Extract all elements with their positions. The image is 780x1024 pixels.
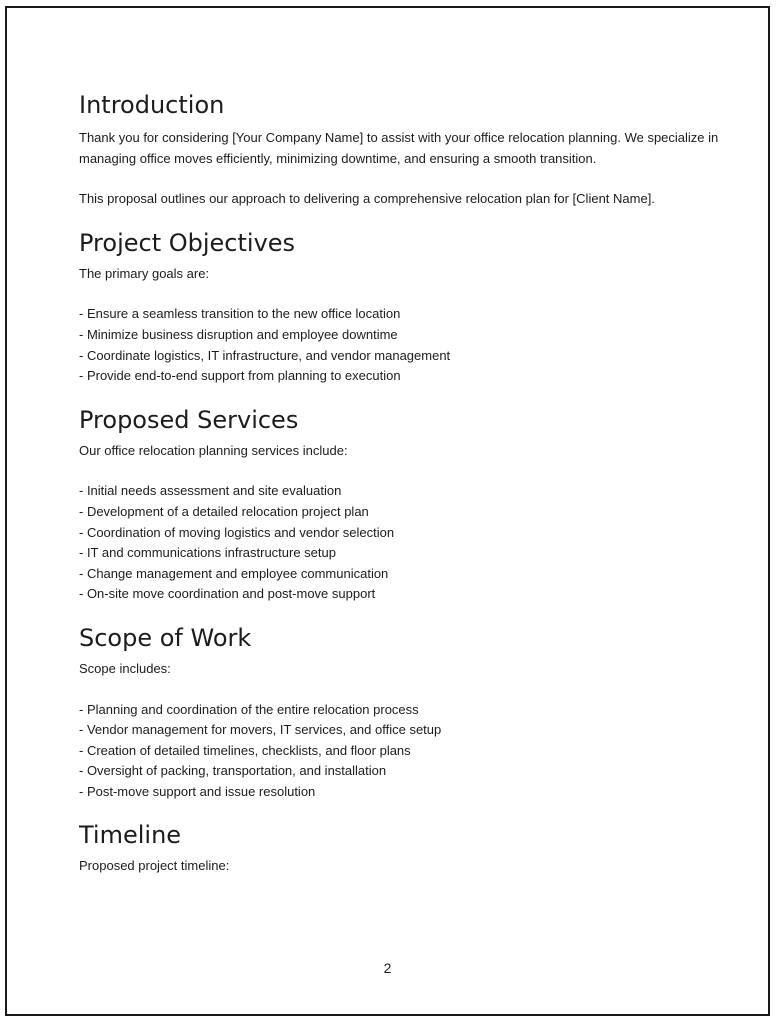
page-content [79,80,719,877]
list-item: - Oversight of packing, transportation, and installation [79,763,387,779]
services-heading: Proposed Services [79,405,299,434]
list-item: - Vendor management for movers, IT services, and office setup [79,722,442,738]
list-item: - Change management and employee communication [79,565,389,581]
page-number: 2 [383,960,392,976]
list-item: - Coordination of moving logistics and vendor selection [79,524,395,540]
document-page [5,6,770,1016]
list-item: - Post-move support and issue resolution [79,783,316,799]
list-item: - IT and communications infrastructure setup [79,545,336,561]
scope-heading: Scope of Work [79,623,252,652]
list-item: - On-site move coordination and post-move support [79,586,376,602]
objectives-intro: The primary goals are: [79,265,210,281]
scope-intro: Scope includes: [79,660,171,676]
timeline-heading: Timeline [79,821,182,850]
timeline-intro: Proposed project timeline: [79,858,230,874]
introduction-paragraph: This proposal outlines our approach to delivering a comprehensive relocation plan for [Client Name]. [79,191,655,207]
list-item: - Creation of detailed timelines, checklists, and floor plans [79,742,411,758]
objectives-list [79,304,719,386]
objectives-heading: Project Objectives [79,228,296,257]
list-item: - Ensure a seamless transition to the new office location [79,306,401,322]
services-intro: Our office relocation planning services include: [79,442,348,458]
introduction-paragraph: Thank you for considering [Your Company Name] to assist with your office relocation planning. We specialize in managing office moves efficiently, minimizing downtime, and ensuring a smooth transition. [79,130,719,166]
introduction-heading: Introduction [79,91,225,119]
list-item: - Provide end-to-end support from planning to execution [79,368,401,384]
services-list [79,481,719,605]
list-item: - Planning and coordination of the entire relocation process [79,701,419,717]
list-item: - Minimize business disruption and employee downtime [79,326,398,342]
list-item: - Initial needs assessment and site evaluation [79,483,342,499]
scope-list [79,700,719,803]
list-item: - Development of a detailed relocation project plan [79,503,369,519]
list-item: - Coordinate logistics, IT infrastructure, and vendor management [79,347,451,363]
